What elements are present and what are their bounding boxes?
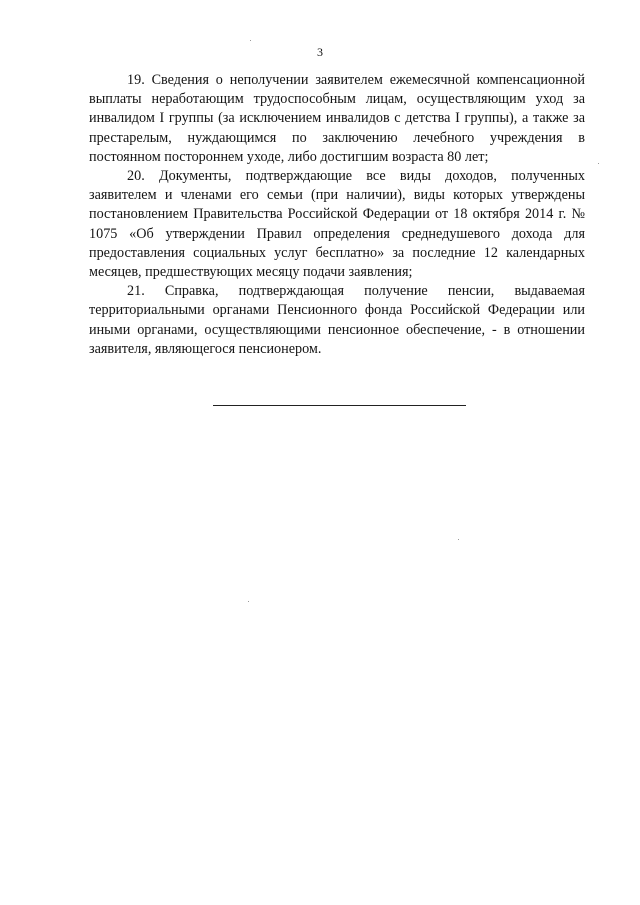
paragraph-20 [89,167,585,282]
paragraph-number: 20. [127,168,145,185]
paragraph-19 [89,71,585,167]
paragraph-text: Сведения о неполучении заявителем ежемесячной компенсационной выплаты неработающим трудоспособным лицам, осуществляющим уход за инвалидом I группы (за исключением инвалидов с детства I группы), а также за престарелым, нуждающимся по заключению лечебного учреждения в постоянном постороннем уходе, либо достигшим возраста 80 лет; [89,72,585,165]
paragraph-text: Справка, подтверждающая получение пенсии, выдаваемая территориальными органами Пенсионного фонда Российской Федерации или иными органами, осуществляющими пенсионное обеспечение, - в отношении заявителя, являющегося пенсионером. [89,283,585,357]
paragraph-text: Документы, подтверждающие все виды доходов, полученных заявителем и членами его семьи (при наличии), виды которых утверждены постановлением Правительства Российской Федерации от 18 октября 2014 г. № 1075 «Об утверждении Правил определения среднедушевого дохода для предоставления социальных услуг бесплатно» за последние 12 календарных месяцев, предшествующих месяцу подачи заявления; [89,168,585,281]
scan-speck [250,40,251,41]
scan-speck [598,163,599,164]
paragraph-number: 19. [127,72,145,88]
closing-rule [213,405,466,406]
scan-speck [458,539,459,540]
paragraph-21 [89,282,585,359]
paragraph-number: 21. [127,283,145,300]
scan-speck [248,601,249,602]
document-body [89,71,585,359]
page-number: 3 [317,45,323,59]
